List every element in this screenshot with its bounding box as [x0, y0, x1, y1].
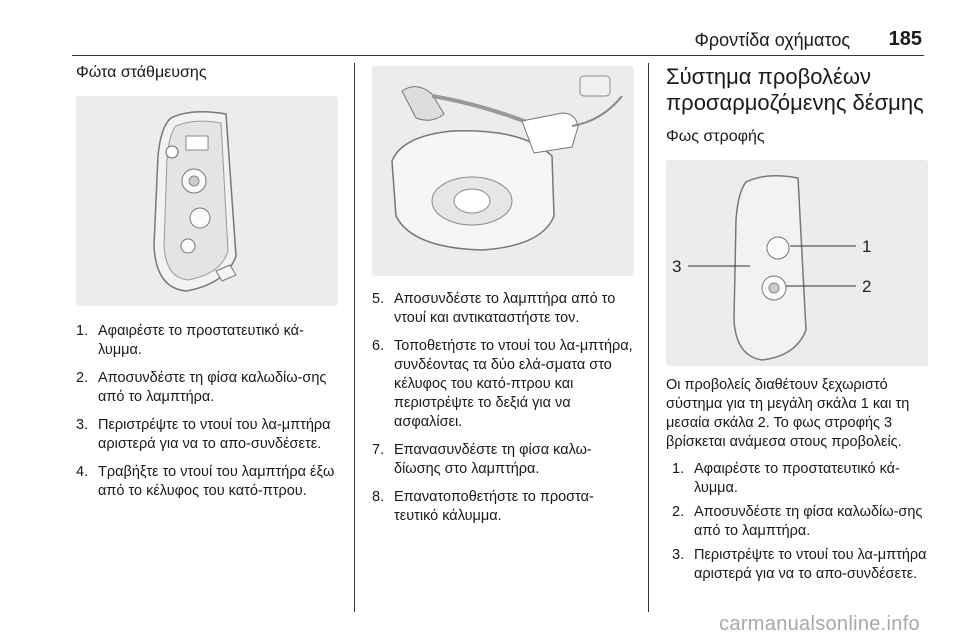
step-number: 3. — [76, 417, 89, 433]
step-text: Αφαιρέστε το προστατευτικό κά-λυμμα. — [98, 323, 304, 358]
step-number: 2. — [672, 504, 685, 520]
list-item — [76, 463, 338, 501]
step-number: 7. — [372, 442, 385, 458]
step-number: 6. — [372, 338, 385, 354]
list-item — [672, 460, 928, 498]
section-heading: Φώτα στάθμευσης — [76, 64, 207, 81]
list-item — [372, 290, 634, 328]
column-bulb-replacement — [372, 66, 634, 535]
section-title-line: προσαρμοζόμενης δέσμης — [666, 90, 924, 115]
step-text: Επανασυνδέστε τη φίσα καλω-δίωσης στο λαμπτήρα. — [394, 442, 592, 477]
intro-paragraph: Οι προβολείς διαθέτουν ξεχωριστό σύστημα για τη μεγάλη σκάλα 1 και τη μεσαία σκάλα 2. Το φως στροφής 3 βρίσκεται ανάμεσα στους προβολείς. — [666, 377, 910, 450]
callout-label-2: 2 — [862, 277, 872, 296]
step-text: Τραβήξτε το ντουί του λαμπτήρα έξω από το κέλυφος του κατό-πτρου. — [98, 464, 335, 499]
column-parking-lights — [76, 62, 338, 510]
callout-label-3: 3 — [672, 257, 682, 276]
step-number: 1. — [76, 323, 89, 339]
list-item — [76, 369, 338, 407]
list-item — [372, 337, 634, 432]
step-number: 4. — [76, 464, 89, 480]
list-item — [372, 488, 634, 526]
step-text: Αποσυνδέστε το λαμπτήρα από το ντουί και αντικαταστήστε τον. — [394, 291, 616, 326]
callout-label-1: 1 — [862, 237, 872, 256]
step-number: 3. — [672, 547, 685, 563]
step-number: 8. — [372, 489, 385, 505]
bulb-socket-illustration — [372, 66, 634, 276]
list-item — [672, 546, 928, 584]
list-item — [76, 416, 338, 454]
step-list — [672, 460, 928, 584]
list-item — [672, 503, 928, 541]
column-divider — [354, 63, 355, 612]
step-text: Περιστρέψτε το ντουί του λα-μπτήρα αριστερά για να το απο-συνδέσετε. — [694, 547, 927, 582]
list-item — [372, 441, 634, 479]
list-item — [76, 322, 338, 360]
step-text: Αποσυνδέστε τη φίσα καλωδίω-σης από το λαμπτήρα. — [694, 504, 923, 539]
step-text: Τοποθετήστε το ντουί του λα-μπτήρα, συνδέοντας τα δύο ελά-σματα στο κέλυφος του κατό-πτρου και περιστρέψτε το δεξιά για να ασφαλίσει. — [394, 338, 633, 430]
tail-lamp-illustration — [76, 96, 338, 306]
section-title-line: Σύστημα προβολέων — [666, 64, 872, 89]
page-number: 185 — [888, 28, 922, 50]
watermark: carmanualsonline.info — [719, 613, 920, 635]
page-header-title: Φροντίδα οχήματος — [694, 30, 850, 50]
step-number: 5. — [372, 291, 385, 307]
headlamp-callout-illustration — [666, 160, 928, 366]
step-number: 1. — [672, 461, 685, 477]
column-divider — [648, 63, 649, 612]
step-list — [76, 322, 338, 501]
subsection-heading: Φως στροφής — [666, 128, 765, 145]
section-title — [666, 64, 928, 116]
header-rule — [72, 55, 924, 56]
step-text: Αποσυνδέστε τη φίσα καλωδίω-σης από το λαμπτήρα. — [98, 370, 327, 405]
step-text: Αφαιρέστε το προστατευτικό κά-λυμμα. — [694, 461, 900, 496]
step-number: 2. — [76, 370, 89, 386]
step-text: Περιστρέψτε το ντουί του λα-μπτήρα αριστερά για να το απο-συνδέσετε. — [98, 417, 331, 452]
step-list — [372, 290, 634, 526]
column-adaptive-headlights — [666, 62, 928, 589]
step-text: Επανατοποθετήστε το προστα-τευτικό κάλυμμα. — [394, 489, 594, 524]
